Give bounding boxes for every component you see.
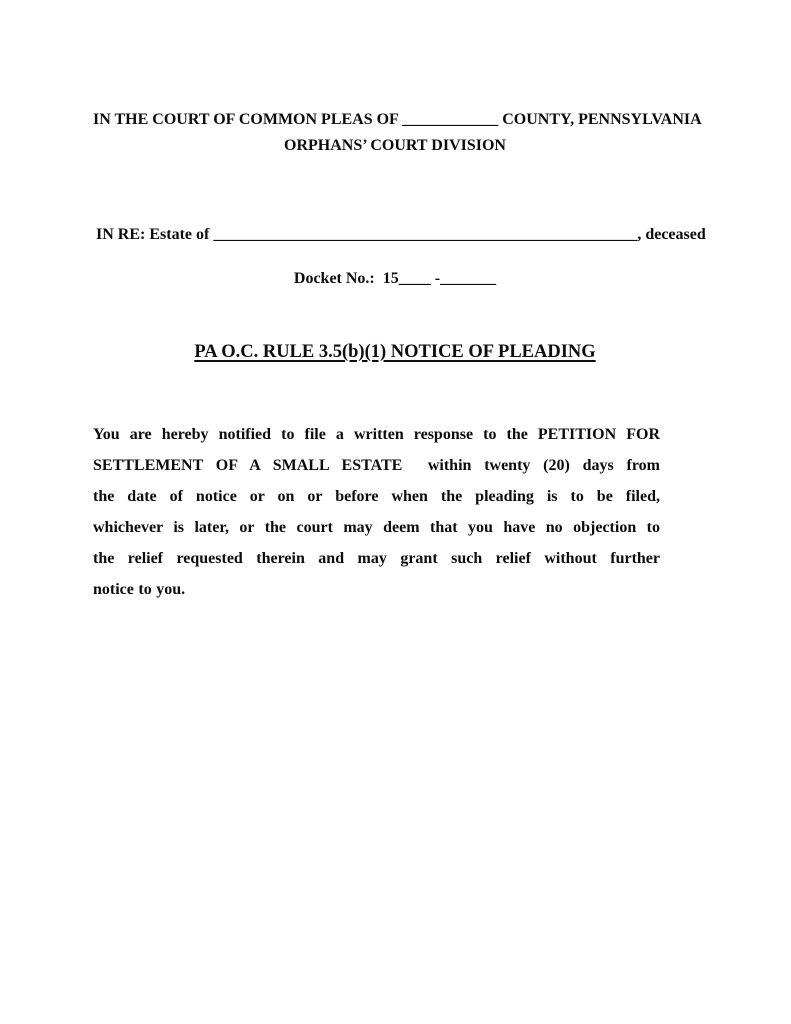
- notice-paragraph: [93, 419, 660, 605]
- county-blank-line: ____________: [402, 111, 499, 128]
- court-header-prefix: IN THE COURT OF COMMON PLEAS OF: [93, 111, 403, 128]
- notice-paragraph-line: You are hereby notified to file a written response to the PETITION FOR: [93, 426, 660, 443]
- estate-name-blank-line: _____________________________________________________: [213, 226, 638, 243]
- court-header-line2: ORPHANS’ COURT DIVISION: [284, 137, 506, 154]
- notice-paragraph-line: SETTLEMENT OF A SMALL ESTATE within twenty (20) days from: [93, 457, 660, 474]
- notice-paragraph-line: the relief requested therein and may grant such relief without further: [93, 550, 660, 567]
- docket-number-line: Docket No.: 15____ -_______: [293, 270, 497, 287]
- estate-caption-line: [93, 225, 706, 245]
- document-title-text: PA O.C. RULE 3.5(b)(1) NOTICE OF PLEADING: [194, 342, 596, 362]
- court-header-line1: [93, 110, 702, 130]
- document-title: [93, 339, 697, 365]
- notice-paragraph-line: notice to you.: [93, 581, 186, 598]
- estate-label: IN RE: Estate of: [96, 226, 214, 243]
- court-header-suffix: COUNTY, PENNSYLVANIA: [498, 111, 702, 128]
- notice-paragraph-line: the date of notice or on or before when the pleading is to be filed,: [93, 488, 660, 505]
- notice-paragraph-line: whichever is later, or the court may deem that you have no objection to: [93, 519, 660, 536]
- deceased-label: , deceased: [637, 226, 706, 243]
